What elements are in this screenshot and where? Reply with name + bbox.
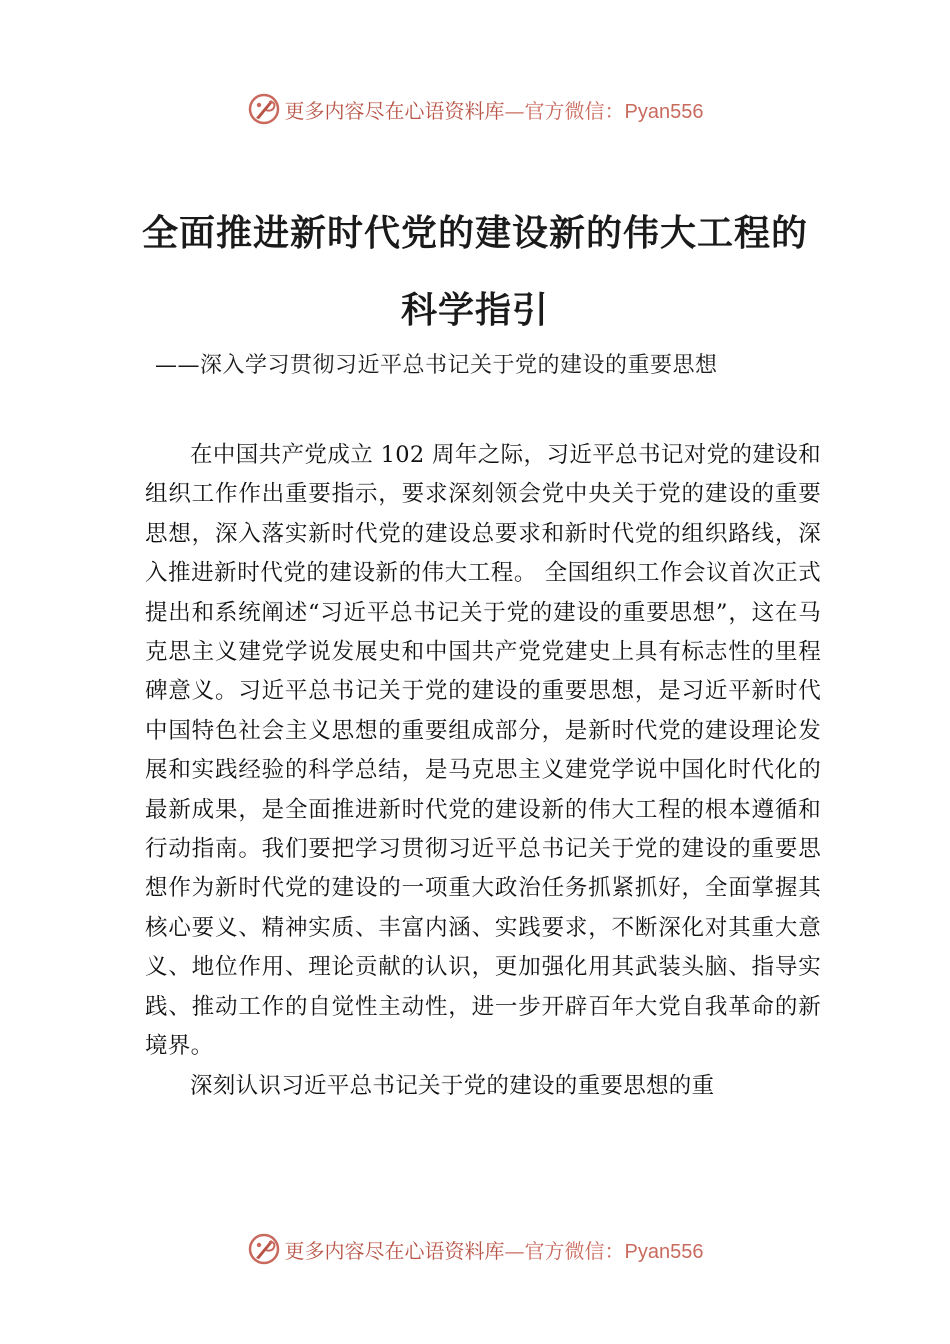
footer-watermark-text bbox=[285, 1235, 704, 1264]
footer-watermark-prefix: 更多内容尽在心语资料库 bbox=[284, 1238, 505, 1263]
header-watermark-text bbox=[285, 95, 704, 124]
quill-logo-icon bbox=[247, 92, 281, 126]
header-watermark-banner bbox=[0, 92, 950, 126]
quill-logo-icon bbox=[247, 1232, 281, 1266]
body-paragraph-2: 深刻认识习近平总书记关于党的建设的重要思想的重 bbox=[190, 1072, 715, 1099]
document-body bbox=[145, 436, 821, 1106]
document-title-line-2: 科学指引 bbox=[400, 290, 549, 331]
body-paragraph-1: 在中国共产党成立 102 周年之际，习近平总书记对党的建设和组织工作作出重要指示，要求深刻领会党中央关于党的建设的重要思想，深入落实新时代党的建设总要求和新时代党的组织路线，深入推进新时代党的建设新的伟大工程。 全国组织工作会议首次正式提出和系统阐述“习近平总书记关于党的建设的重要思想”，这在马克思主义建党学说发展史和中国共产党党建史上具有标志性的里程碑意义。习近平总书记关于党的建设的重要思想，是习近平新时代中国特色社会主义思想的重要组成部分，是新时代党的建设理论发展和实践经验的科学总结，是马克思主义建党学说中国化时代化的最新成果，是全面推进新时代党的建设新的伟大工程的根本遵循和行动指南。我们要把学习贯彻习近平总书记关于党的建设的重要思想作为新时代党的建设的一项重大政治任务抓紧抓好，全面掌握其核心要义、精神实质、丰富内涵、实践要求，不断深化对其重大意义、地位作用、理论贡献的认识，更加强化用其武装头脑、指导实践、推动工作的自觉性主动性，进一步开辟百年大党自我革命的新境界。 bbox=[145, 442, 821, 1060]
header-watermark-handle: Pyan556 bbox=[624, 100, 704, 123]
document-title-line-1: 全面推进新时代党的建设新的伟大工程的 bbox=[141, 213, 808, 254]
header-watermark-prefix: 更多内容尽在心语资料库 bbox=[284, 98, 505, 123]
footer-watermark-banner bbox=[0, 1232, 950, 1266]
footer-watermark-middle: —官方微信： bbox=[504, 1238, 625, 1263]
header-watermark-middle: —官方微信： bbox=[504, 98, 625, 123]
footer-watermark-handle: Pyan556 bbox=[624, 1240, 704, 1263]
document-subtitle: ——深入学习贯彻习近平总书记关于党的建设的重要思想 bbox=[155, 353, 718, 378]
